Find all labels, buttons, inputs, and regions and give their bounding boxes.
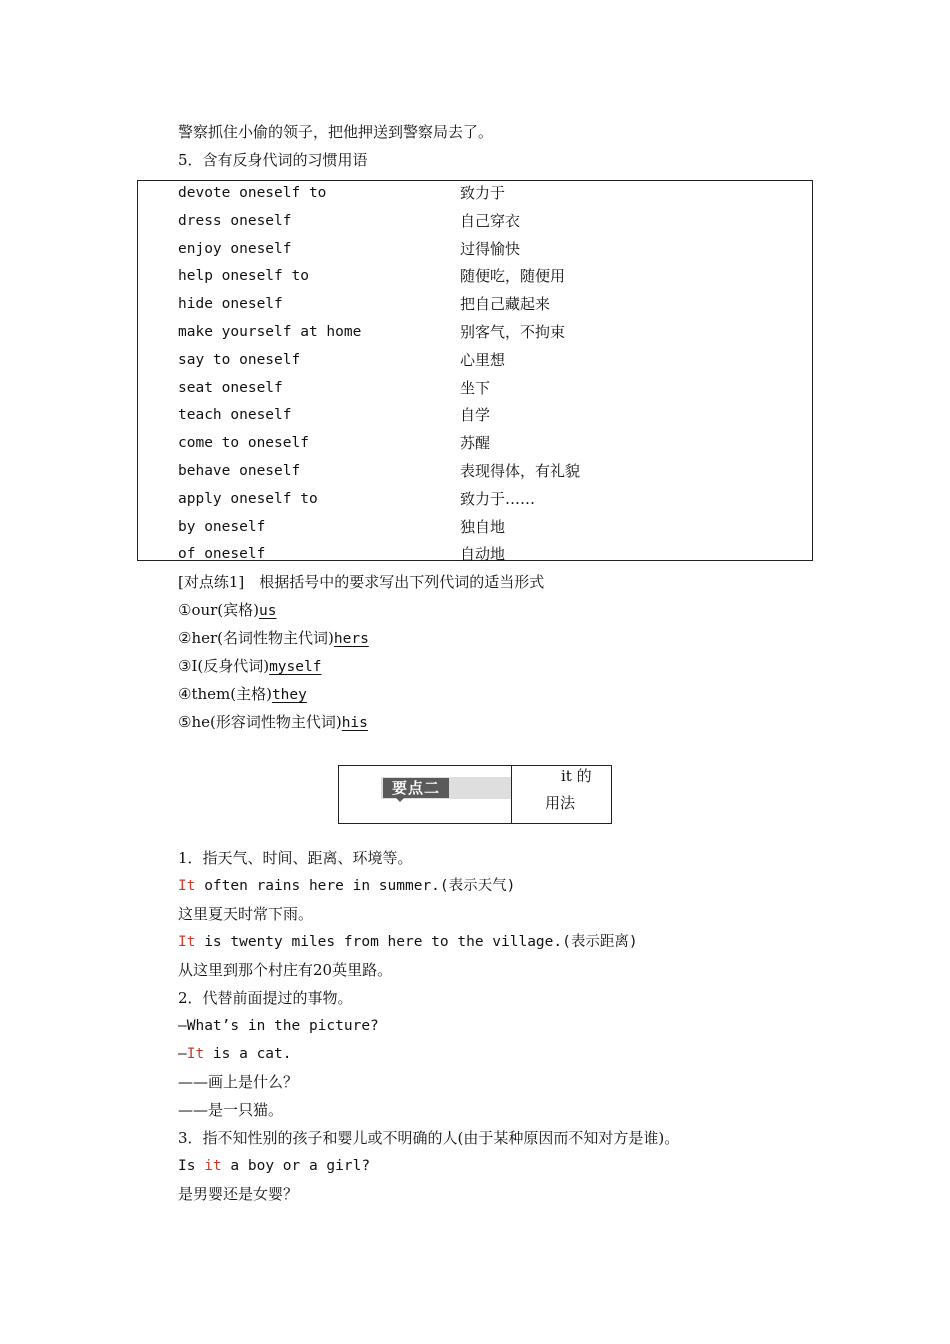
phrase-chinese: 过得愉快 <box>460 239 521 258</box>
phrase-chinese: 独自地 <box>460 517 506 536</box>
exercise-prompt: ④them(主格) <box>178 685 272 703</box>
phrase-row <box>138 404 812 432</box>
example-sentence <box>178 932 638 952</box>
phrase-chinese: 随便吃，随便用 <box>460 267 566 286</box>
phrase-chinese: 致力于…… <box>460 489 536 508</box>
phrase-row <box>138 293 812 321</box>
section-title-part1: it 的 <box>561 767 592 785</box>
sentence-text: often rains here in summer.(表示天气) <box>195 878 516 894</box>
exercise-prompt: ①our(宾格) <box>178 601 260 619</box>
exercise-item <box>178 600 276 621</box>
sentence-text: is a cat. <box>204 1046 292 1062</box>
example-translation: 这里夏天时常下雨。 <box>178 905 314 923</box>
phrase-english: come to oneself <box>178 435 309 452</box>
phrase-row <box>138 488 812 516</box>
usage-point-2: 2．代替前面提过的事物。 <box>178 989 353 1007</box>
phrase-english: seat oneself <box>178 379 283 396</box>
phrase-chinese: 自学 <box>460 406 491 425</box>
exercise-title: [对点练1] 根据括号中的要求写出下列代词的适当形式 <box>178 573 545 591</box>
exercise-item <box>178 712 374 733</box>
phrase-chinese: 把自己藏起来 <box>460 295 551 314</box>
phrase-english: teach oneself <box>178 407 292 424</box>
phrase-english: help oneself to <box>178 268 309 285</box>
phrase-chinese: 自动地 <box>460 545 506 564</box>
phrase-english: dress oneself <box>178 212 292 229</box>
phrase-english: apply oneself to <box>178 490 318 507</box>
phrase-chinese: 自己穿衣 <box>460 211 521 230</box>
exercise-answer: his <box>341 715 368 731</box>
sentence-text: a boy or a girl? <box>221 1158 371 1174</box>
example-sentence <box>178 1156 370 1176</box>
phrase-english: by oneself <box>178 518 266 535</box>
phrase-row <box>138 265 812 293</box>
phrase-english: make yourself at home <box>178 324 362 340</box>
phrase-chinese: 表现得体，有礼貌 <box>460 462 581 480</box>
dialogue-question-translation: ——画上是什么？ <box>178 1073 299 1091</box>
phrase-english: say to oneself <box>178 351 301 368</box>
phrase-row <box>138 349 812 377</box>
phrase-row <box>138 516 812 544</box>
exercise-prompt: ⑤he(形容词性物主代词) <box>178 713 342 731</box>
exercise-answer: us <box>259 603 277 619</box>
highlight-it: It <box>186 1046 205 1062</box>
phrase-row <box>138 543 812 571</box>
phrase-english: of oneself <box>178 546 266 563</box>
phrase-row <box>138 432 812 460</box>
exercise-answer: hers <box>333 631 369 647</box>
section-badge-pointer <box>396 798 404 802</box>
section-header-box <box>338 765 612 824</box>
dialogue-question: —What’s in the picture? <box>178 1018 379 1034</box>
phrase-row <box>138 321 812 349</box>
phrase-english: devote oneself to <box>178 185 327 201</box>
phrase-row <box>138 238 812 266</box>
section-badge: 要点二 <box>383 778 449 798</box>
section-box-divider <box>511 766 512 823</box>
phrase-row <box>138 182 812 210</box>
dialogue-answer-translation: ——是一只猫。 <box>178 1101 284 1119</box>
phrase-english: enjoy oneself <box>178 240 292 257</box>
usage-point-3: 3．指不知性别的孩子和婴儿或不明确的人(由于某种原因而不知对方是谁)。 <box>178 1129 680 1147</box>
phrase-chinese: 心里想 <box>460 350 506 369</box>
phrase-chinese: 苏醒 <box>460 434 491 453</box>
exercise-item <box>178 628 369 649</box>
exercise-prompt: ③I(反身代词) <box>178 657 270 675</box>
phrase-english: hide oneself <box>178 296 283 313</box>
section5-title: 5．含有反身代词的习惯用语 <box>178 151 368 169</box>
sentence-text: is twenty miles from here to the village.(表示距离) <box>195 934 638 950</box>
phrase-chinese: 坐下 <box>460 378 491 397</box>
example-translation: 从这里到那个村庄有20英里路。 <box>178 961 393 979</box>
highlight-it: it <box>204 1158 222 1174</box>
usage-point-1: 1．指天气、时间、距离、环境等。 <box>178 849 413 867</box>
highlight-it: It <box>178 934 196 950</box>
phrase-english: behave oneself <box>178 463 301 479</box>
phrase-row <box>138 460 812 488</box>
example-translation: 是男婴还是女婴？ <box>178 1185 299 1203</box>
phrase-chinese: 别客气，不拘束 <box>460 323 566 341</box>
exercise-item <box>178 684 307 705</box>
sentence-text: Is <box>178 1158 205 1174</box>
highlight-it: It <box>178 878 196 894</box>
example-sentence <box>178 876 515 896</box>
dialogue-dash: — <box>178 1046 187 1062</box>
dialogue-answer <box>178 1044 292 1064</box>
section-title-part2: 用法 <box>545 794 576 812</box>
exercise-answer: myself <box>269 659 322 675</box>
phrase-table <box>137 180 813 564</box>
intro-line: 警察抓住小偷的领子，把他押送到警察局去了。 <box>178 123 494 141</box>
exercise-answer: they <box>271 687 307 703</box>
phrase-row <box>138 210 812 238</box>
exercise-prompt: ②her(名词性物主代词) <box>178 629 334 647</box>
phrase-chinese: 致力于 <box>460 184 506 202</box>
phrase-row <box>138 377 812 405</box>
exercise-item <box>178 656 321 677</box>
